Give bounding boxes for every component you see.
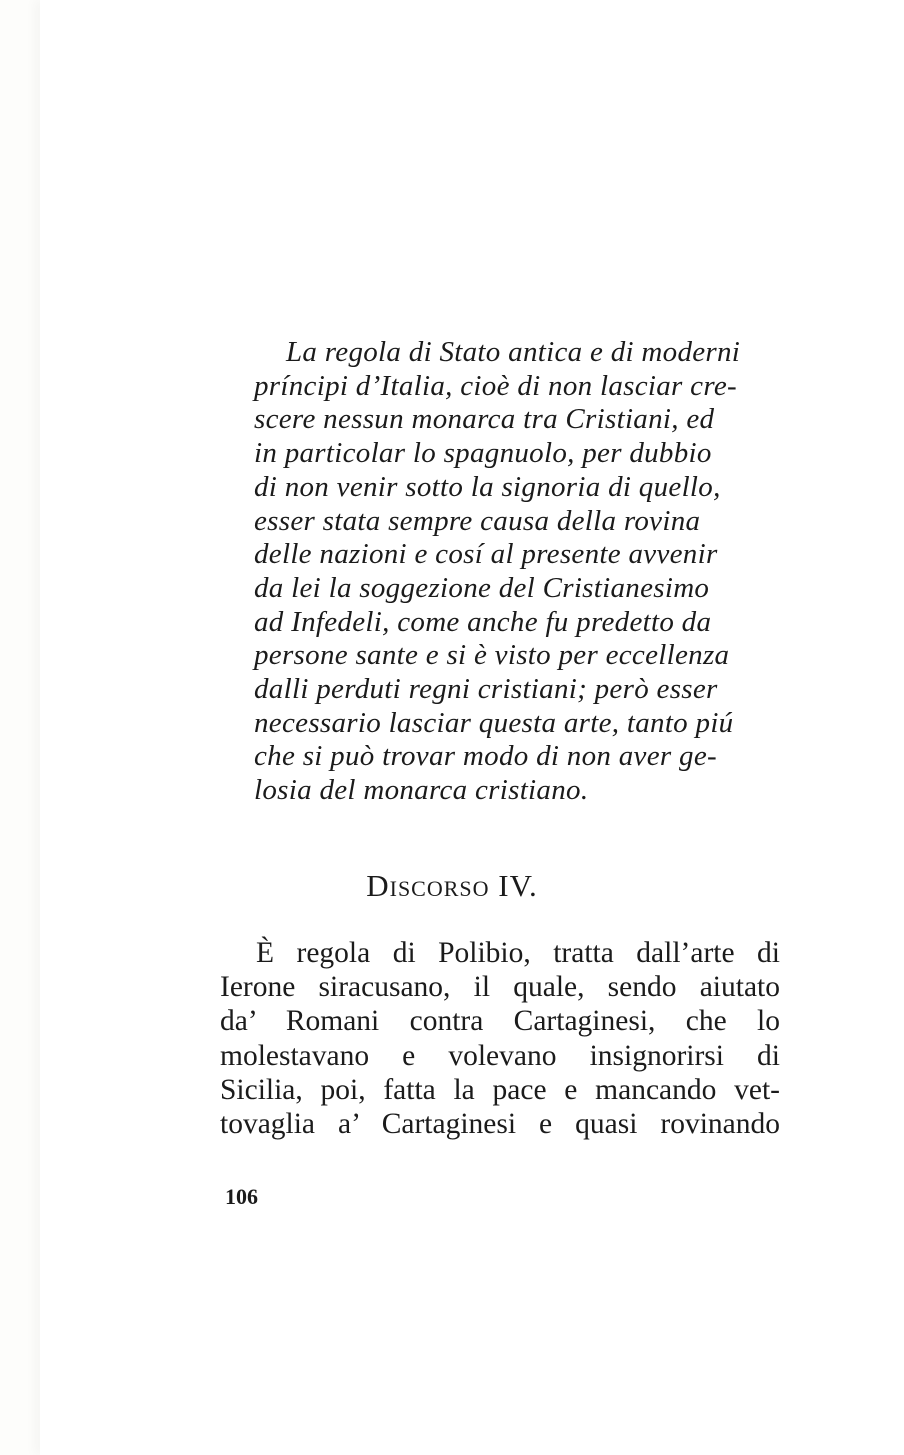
page-number: 106 xyxy=(225,1184,258,1209)
section-heading xyxy=(0,868,904,904)
heading-numeral: IV. xyxy=(498,868,538,903)
italic-line: di non venir sotto la signoria di quello, xyxy=(254,470,721,503)
italic-line: persone sante e si è visto per eccellenza xyxy=(254,639,730,672)
italic-line: esser stata sempre causa della rovina xyxy=(254,504,701,537)
italic-line: che si può trovar modo di non aver ge- xyxy=(254,740,717,773)
italic-line: da lei la soggezione del Cristianesimo xyxy=(254,571,710,604)
body-line: tovaglia a’ Cartaginesi e quasi rovinando xyxy=(220,1108,780,1141)
body-line: È regola di Polibio, tratta dall’arte di xyxy=(256,937,780,969)
italic-line: príncipi d’Italia, cioè di non lasciar cre- xyxy=(254,369,737,402)
body-line: Ierone siracusano, il quale, sendo aiutato xyxy=(220,971,780,1004)
italic-line: delle nazioni e cosí al presente avvenir xyxy=(254,538,718,571)
italic-line: necessario lasciar questa arte, tanto piú xyxy=(254,706,734,739)
italic-line: La regola di Stato antica e di moderni xyxy=(286,336,741,368)
italic-line: losia del monarca cristiano. xyxy=(254,774,589,807)
body-line: da’ Romani contra Cartaginesi, che lo xyxy=(220,1005,780,1038)
body-line: molestavano e volevano insignorirsi di xyxy=(220,1039,780,1072)
heading-word: Discorso xyxy=(366,868,490,903)
body-line: Sicilia, poi, fatta la pace e mancando vet- xyxy=(220,1073,780,1106)
italic-line: ad Infedeli, come anche fu predetto da xyxy=(254,605,712,638)
italic-line: scere nessun monarca tra Cristiani, ed xyxy=(254,403,715,436)
body-paragraph xyxy=(220,936,780,1141)
italic-line: in particolar lo spagnuolo, per dubbio xyxy=(254,437,712,470)
italic-paragraph xyxy=(254,336,784,808)
italic-line: dalli perduti regni cristiani; però esser xyxy=(254,673,718,706)
